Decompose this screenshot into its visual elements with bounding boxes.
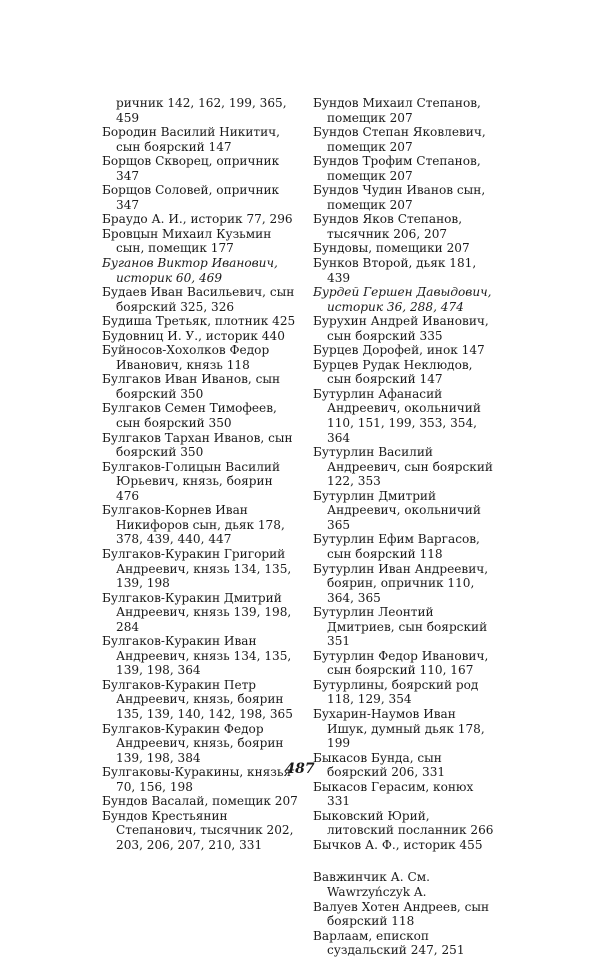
index-entry: Бородин Василий Никитич, сын боярский 147 <box>102 125 280 154</box>
index-entry: Вавжинчик А. См. Wawrzyńczyk A. <box>313 870 430 899</box>
index-entry: Булгаков-Голицын Василий Юрьевич, князь, боярин 476 <box>102 459 281 503</box>
index-entry: Валуев Хотен Андреев, сын боярский 118 <box>313 899 490 929</box>
index-entry: Бутурлин Афанасий Андреевич, окольничий 110, 151, 199, 353, 354, 364 <box>313 386 481 445</box>
index-entry: Булгаков-Куракин Петр Андреевич, князь, боярин 135, 139, 140, 142, 198, 365 <box>102 677 293 721</box>
index-entry: Бутурлин Василий Андреевич, сын боярский 122, 353 <box>313 445 493 489</box>
index-entry: Бутурлин Леонтий Дмитриев, сын боярский 351 <box>313 605 488 649</box>
index-entry: Бундов Чудин Иванов сын, помещик 207 <box>313 183 486 212</box>
index-entry: Бундовы, помещики 207 <box>313 241 470 256</box>
index-entry: Бухарин-Наумов Иван Ишук, думный дьяк 178, 199 <box>313 706 485 751</box>
index-entry: Бычков А. Ф., историк 455 <box>313 837 483 852</box>
index-entry: Булгаковы-Куракины, князья 70, 156, 198 <box>102 765 292 794</box>
index-entry: Будаев Иван Васильевич, сын боярский 325, 326 <box>102 285 295 314</box>
index-entry: Бровцын Михаил Кузьмин сын, помещик 177 <box>102 226 272 256</box>
page-number: 487 <box>285 761 315 777</box>
index-entry: Бунков Второй, дьяк 181, 439 <box>313 256 477 285</box>
index-entry: Бурдей Гершен Давыдович, историк 36, 288, 474 <box>313 285 492 314</box>
index-entry: Браудо А. И., историк 77, 296 <box>102 212 293 227</box>
index-entry: Булгаков Иван Иванов, сын боярский 350 <box>102 372 281 401</box>
index-entry: Бутурлины, боярский род 118, 129, 354 <box>313 677 479 707</box>
index-entry: Булгаков-Куракин Дмитрий Андреевич, князь 139, 198, 284 <box>102 590 292 634</box>
index-entry: Будовниц И. У., историк 440 <box>102 328 285 343</box>
index-entry: Булгаков-Корнев Иван Никифоров сын, дьяк 178, 378, 439, 440, 447 <box>102 503 285 547</box>
index-entry: Будиша Третьяк, плотник 425 <box>102 314 296 329</box>
index-entry: Булгаков-Куракин Иван Андреевич, князь 134, 135, 139, 198, 364 <box>102 634 292 678</box>
index-entry: Варлаам, епископ суздальский 247, 251 <box>313 928 465 958</box>
index-entry: Борщов Скворец, опричник 347 <box>102 154 280 183</box>
index-entry: Бутурлин Дмитрий Андреевич, окольничий 365 <box>313 488 481 532</box>
index-entry: Быкасов Бунда, сын боярский 206, 331 <box>313 750 446 780</box>
index-entry: Бундов Васалай, помещик 207 <box>102 794 298 809</box>
index-entry: Борщов Соловей, опричник 347 <box>102 183 280 212</box>
index-entry: Бурцев Рудак Неклюдов, сын боярский 147 <box>313 357 473 387</box>
index-entry: Булгаков Тархан Иванов, сын боярский 350 <box>102 430 293 460</box>
index-entry: Быковский Юрий, литовский посланник 266 <box>313 808 494 838</box>
right-column <box>313 96 498 958</box>
index-entry: Бурцев Дорофей, инок 147 <box>313 343 485 358</box>
index-entry: Бурухин Андрей Иванович, сын боярский 335 <box>313 314 489 343</box>
index-entry: Булгаков-Куракин Григорий Андреевич, князь 134, 135, 139, 198 <box>102 546 292 591</box>
index-entry: Бутурлин Иван Андреевич, боярин, опричник 110, 364, 365 <box>313 561 489 605</box>
index-entry: Бутурлин Ефим Варгасов, сын боярский 118 <box>313 532 480 561</box>
index-entry: Бундов Степан Яковлевич, помещик 207 <box>313 125 486 154</box>
index-entry: Булгаков Семен Тимофеев, сын боярский 350 <box>102 401 277 431</box>
index-entry: Бундов Яков Степанов, тысячник 206, 207 <box>313 212 463 241</box>
index-entry: Бутурлин Федор Иванович, сын боярский 110, 167 <box>313 648 489 678</box>
index-entry: Быкасов Герасим, конюх 331 <box>313 779 474 809</box>
index-entry: Буйносов-Хохолков Федор Иванович, князь 118 <box>102 343 270 372</box>
index-entry: Бундов Михаил Степанов, помещик 207 <box>313 96 481 125</box>
index-entry: Булгаков-Куракин Федор Андреевич, князь, боярин 139, 198, 384 <box>102 721 284 765</box>
index-entry: Бундов Трофим Степанов, помещик 207 <box>313 154 481 183</box>
index-entry: Бундов Крестьянин Степанович, тысячник 202, 203, 206, 207, 210, 331 <box>102 808 294 852</box>
index-entry: Буганов Виктор Иванович, историк 60, 469 <box>102 256 278 285</box>
index-entry: ричник 142, 162, 199, 365, 459 <box>116 96 287 125</box>
left-column <box>102 96 298 852</box>
